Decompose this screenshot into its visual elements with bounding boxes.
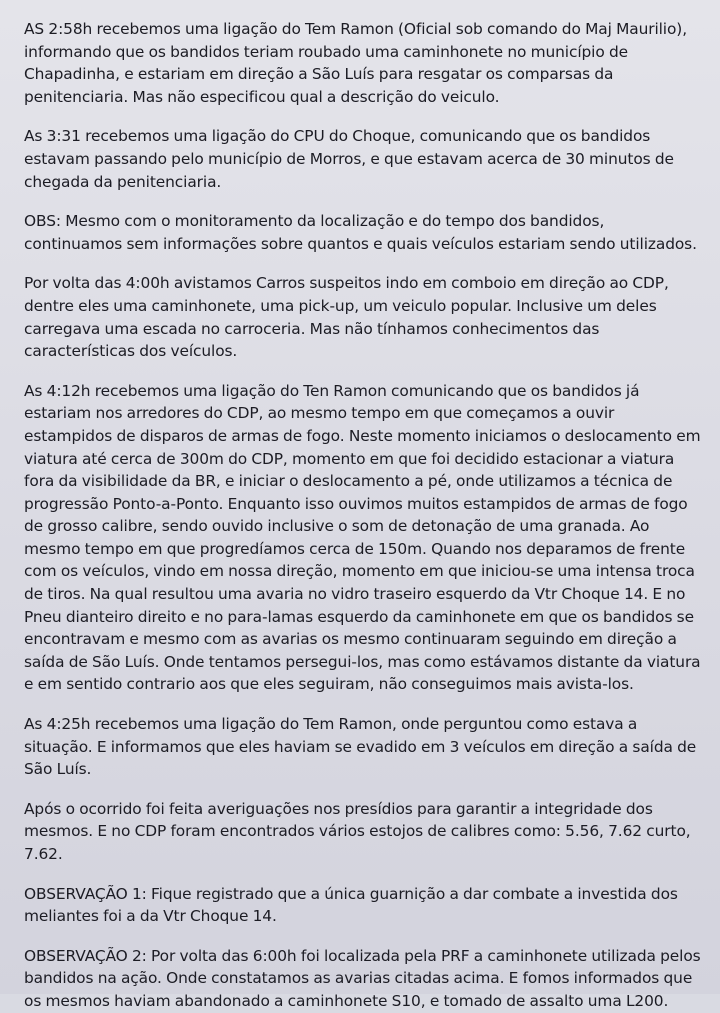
paragraph-obs: OBS: Mesmo com o monitoramento da localização e do tempo dos bandidos, continuamos sem informações sobre quantos e quais veículos estariam sendo utilizados. [24,212,697,253]
paragraph-call-425: As 4:25h recebemos uma ligação do Tem Ramon, onde perguntou como estava a situação. E informamos que eles haviam se evadido em 3 veículos em direção a saída de São Luís. [24,715,697,779]
paragraph-inspection: Após o ocorrido foi feita averiguações nos presídios para garantir a integridade dos mesmos. E no CDP foram encontrados vários estojos de calibres como: 5.56, 7.62 curto, 7.62. [24,799,691,863]
paragraph-observacao-2: OBSERVAÇÃO 2: Por volta das 6:00h foi localizada pela PRF a caminhonete utilizada pelos bandidos na ação. Onde constatamos as avarias citadas acima. E fomos informados que os mesmos haviam abandonado a caminhonete S10, e tomado de assalto uma L200. [24,946,701,1010]
paragraph-400-convoy: Por volta das 4:00h avistamos Carros suspeitos indo em comboio em direção ao CDP, dentre eles uma caminhonete, uma pick-up, um veiculo popular. Inclusive um deles carregava uma escada no carroceria. Mas não tínhamos conhecimentos das características dos veículos. [24,274,669,361]
paragraph-412-engagement: As 4:12h recebemos uma ligação do Ten Ramon comunicando que os bandidos já estariam nos arredores do CDP, ao mesmo tempo em que começamos a ouvir estampidos de disparos de armas de fogo. Neste momento iniciamos o deslocamento em viatura até cerca de 300m do CDP, momento em que foi decidido estacionar a viatura fora da visibilidade da BR, e iniciar o deslocamento a pé, onde utilizamos a técnica de progressão Ponto-a-Ponto. Enquanto isso ouvimos muitos estampidos de armas de fogo de grosso calibre, sendo ouvido inclusive o som de detonação de uma granada. Ao mesmo tempo em que progredíamos cerca de 150m. Quando nos deparamos de frente com os veículos, vindo em nossa direção, momento em que iniciou-se uma intensa troca de tiros. Na qual resultou uma avaria no vidro traseiro esquerdo da Vtr Choque 14. E no Pneu dianteiro direito e no para-lamas esquerdo da caminhonete em que os bandidos se encontravam e mesmo com as avarias os mesmo continuaram seguindo em direção a saída de São Luís. Onde tentamos persegui-los, mas como estávamos distante da viatura e em sentido contrario aos que eles seguiram, não conseguimos mais avista-los. [24,381,701,694]
paragraph-call-258: AS 2:58h recebemos uma ligação do Tem Ramon (Oficial sob comando do Maj Maurilio), informando que os bandidos teriam roubado uma caminhonete no município de Chapadinha, e estariam em direção a São Luís para resgatar os comparsas da penitenciaria. Mas não especificou qual a descrição do veiculo. [24,20,687,106]
paragraph-observacao-1: OBSERVAÇÃO 1: Fique registrado que a única guarnição a dar combate a investida dos meliantes foi a da Vtr Choque 14. [24,884,678,926]
paragraph-call-331: As 3:31 recebemos uma ligação do CPU do Choque, comunicando que os bandidos estavam passando pelo município de Morros, e que estavam acerca de 30 minutos de chegada da penitenciaria. [24,127,674,191]
